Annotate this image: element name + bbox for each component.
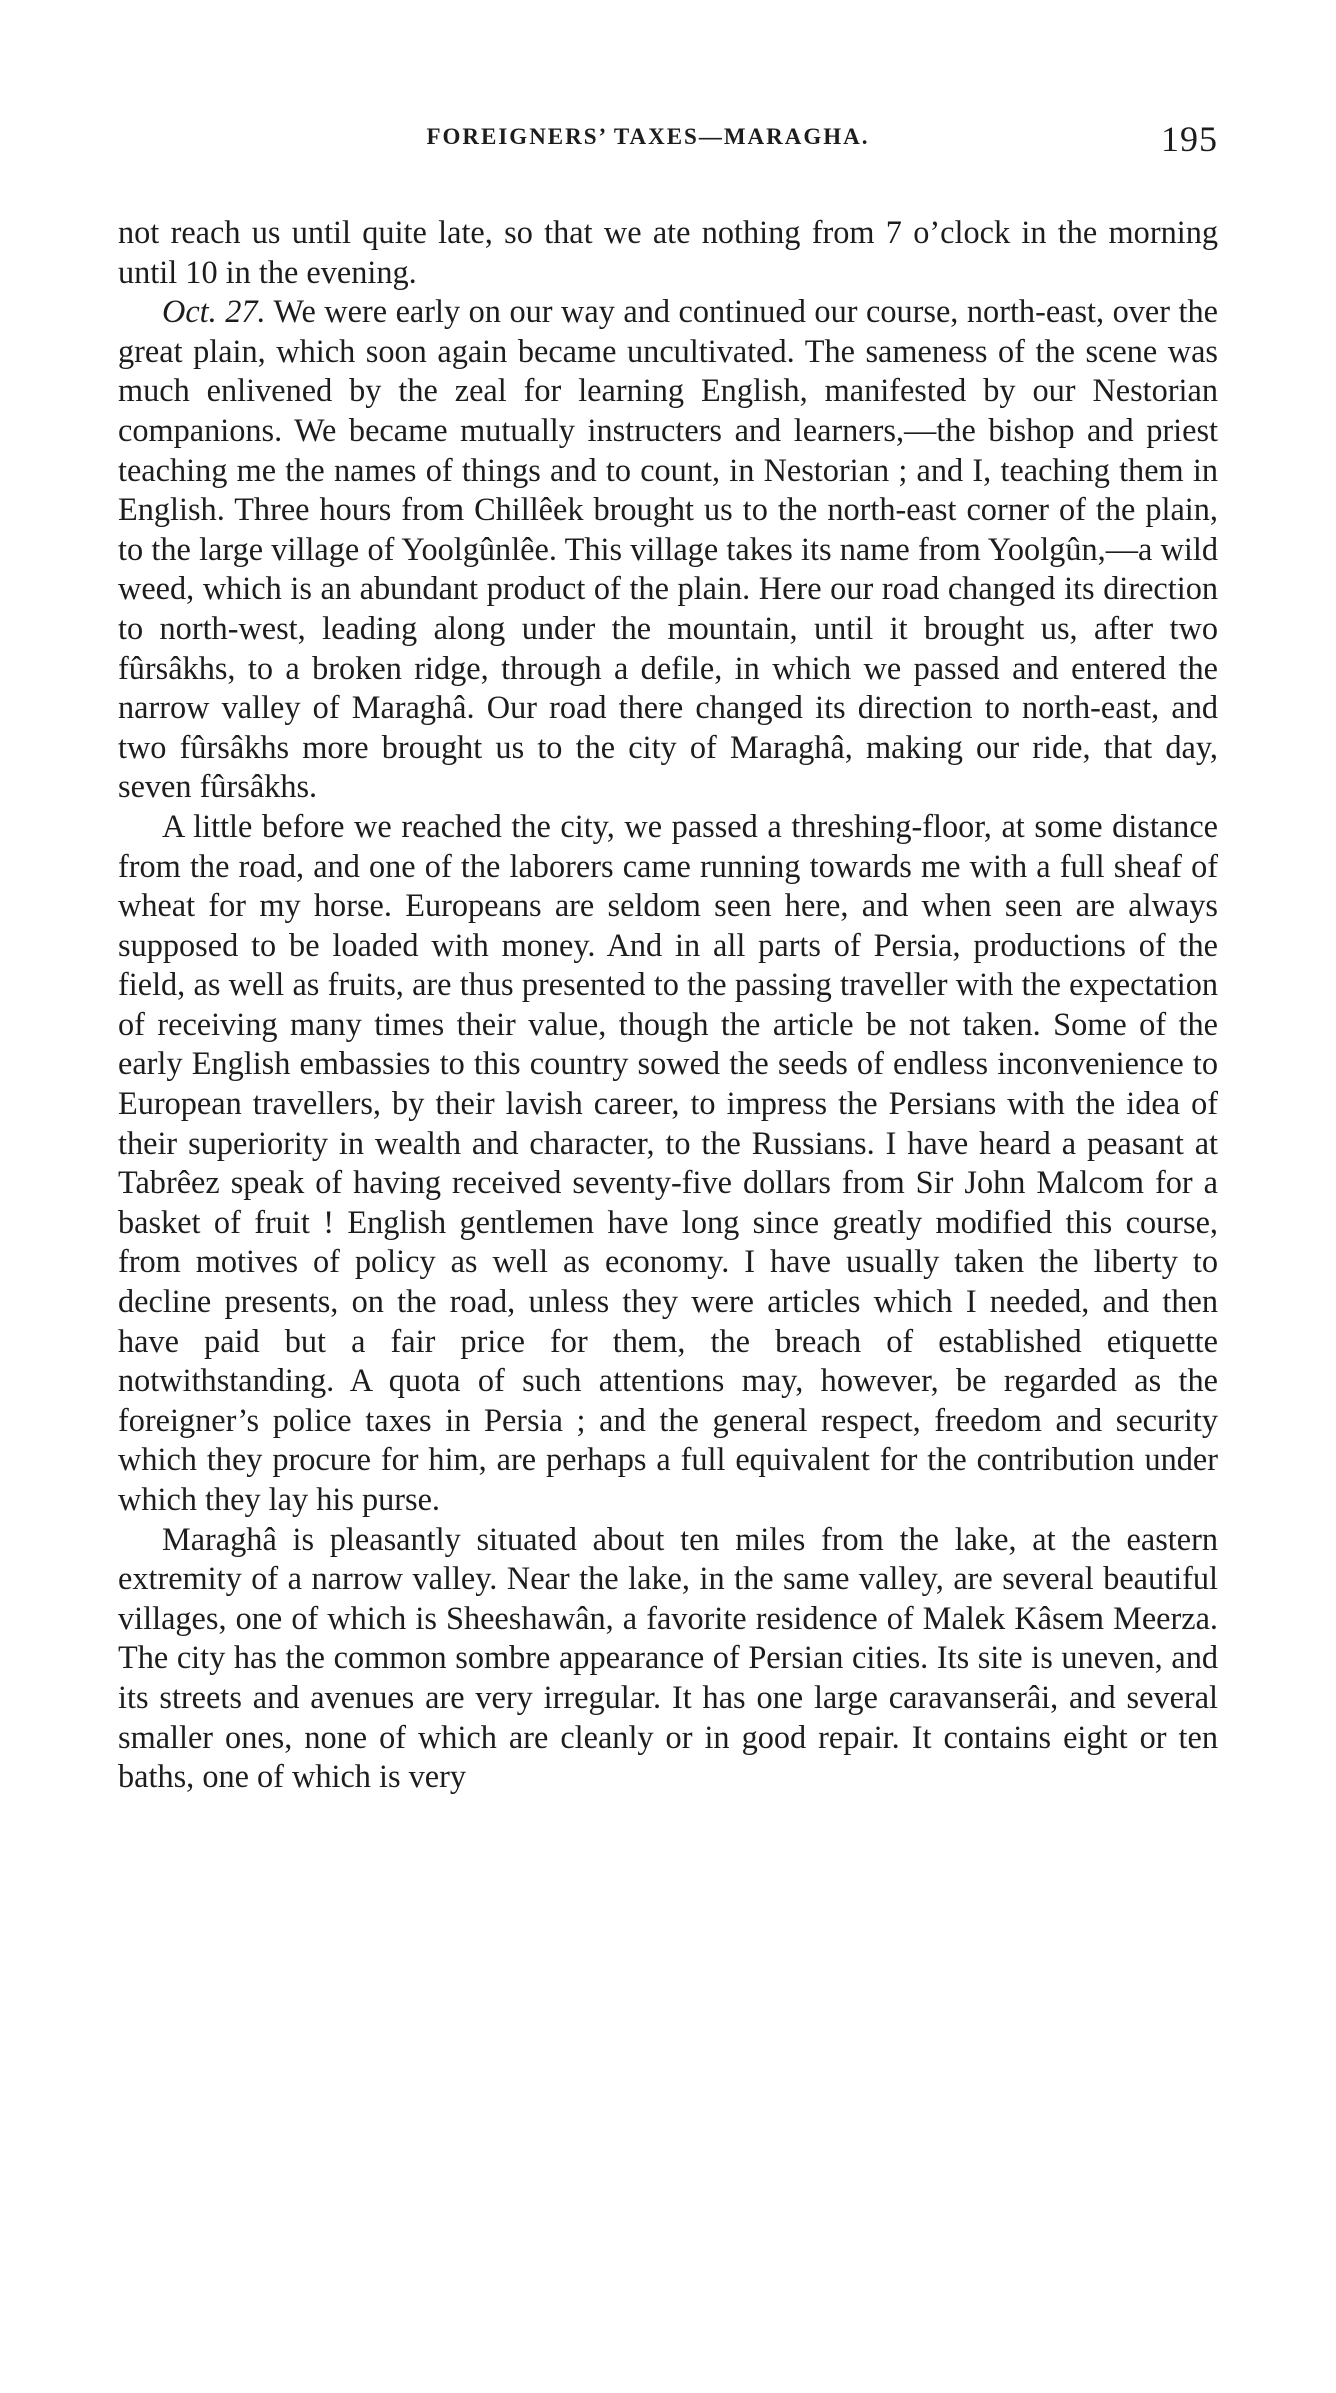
page-number: 195 <box>1161 119 1218 159</box>
running-title: FOREIGNERS’ TAXES—MARAGHA. <box>426 124 870 149</box>
date-mark: Oct. 27. <box>162 293 266 330</box>
running-head <box>118 118 1218 158</box>
paragraph-maragha: Maraghâ is pleasantly situated about ten miles from the lake, at the eastern extremity of a narrow valley. Near the lake, in the same valley, are several beautiful villages, one of which is Sheeshawân, a favorite residence of Malek Kâsem Meerza. The city has the common sombre appearance of Persian cities. Its site is uneven, and its streets and avenues are very irregular. It has one large caravanserâi, and several smaller ones, none of which are cleanly or in good repair. It contains eight or ten baths, one of which is very <box>118 1520 1218 1795</box>
paragraph-oct-27 <box>118 292 1218 807</box>
paragraph-text: We were early on our way and continued our course, north-east, over the great plain, which soon again became uncultivated. The sameness of the scene was much enlivened by the zeal for learning English, manifested by our Nestorian companions. We became mutually instructers and learners,—the bishop and priest teaching me the names of things and to count, in Nestorian ; and I, teaching them in English. Three hours from Chillêek brought us to the north-east corner of the plain, to the large village of Yoolgûnlêe. This village takes its name from Yoolgûn,—a wild weed, which is an abundant product of the plain. Here our road changed its direction to north-west, leading along under the mountain, until it brought us, after two fûrsâkhs, to a broken ridge, through a defile, in which we passed and entered the narrow valley of Maraghâ. Our road there changed its direction to north-east, and two fûrsâkhs more brought us to the city of Maraghâ, making our ride, that day, seven fûrsâkhs. <box>118 293 1218 805</box>
paragraph-continuation: not reach us until quite late, so that we ate nothing from 7 o’clock in the morning until 10 in the evening. <box>118 214 1218 290</box>
paragraph-threshing-floor: A little before we reached the city, we passed a threshing-floor, at some distance from the road, and one of the laborers came running towards me with a full sheaf of wheat for my horse. Europeans are seldom seen here, and when seen are always supposed to be loaded with money. And in all parts of Persia, productions of the field, as well as fruits, are thus presented to the passing traveller with the expectation of receiving many times their value, though the article be not taken. Some of the early English embassies to this country sowed the seeds of endless inconvenience to European travellers, by their lavish career, to impress the Persians with the idea of their superiority in wealth and character, to the Russians. I have heard a peasant at Tabrêez speak of having received seventy-five dollars from Sir John Malcom for a basket of fruit ! English gentlemen have long since greatly modified this course, from motives of policy as well as economy. I have usually taken the liberty to decline presents, on the road, unless they were articles which I needed, and then have paid but a fair price for them, the breach of established etiquette notwithstanding. A quota of such attentions may, however, be regarded as the foreigner’s police taxes in Persia ; and the general respect, freedom and security which they procure for him, are perhaps a full equivalent for the contribution under which they lay his purse. <box>118 807 1218 1517</box>
body-text <box>118 213 1218 1797</box>
